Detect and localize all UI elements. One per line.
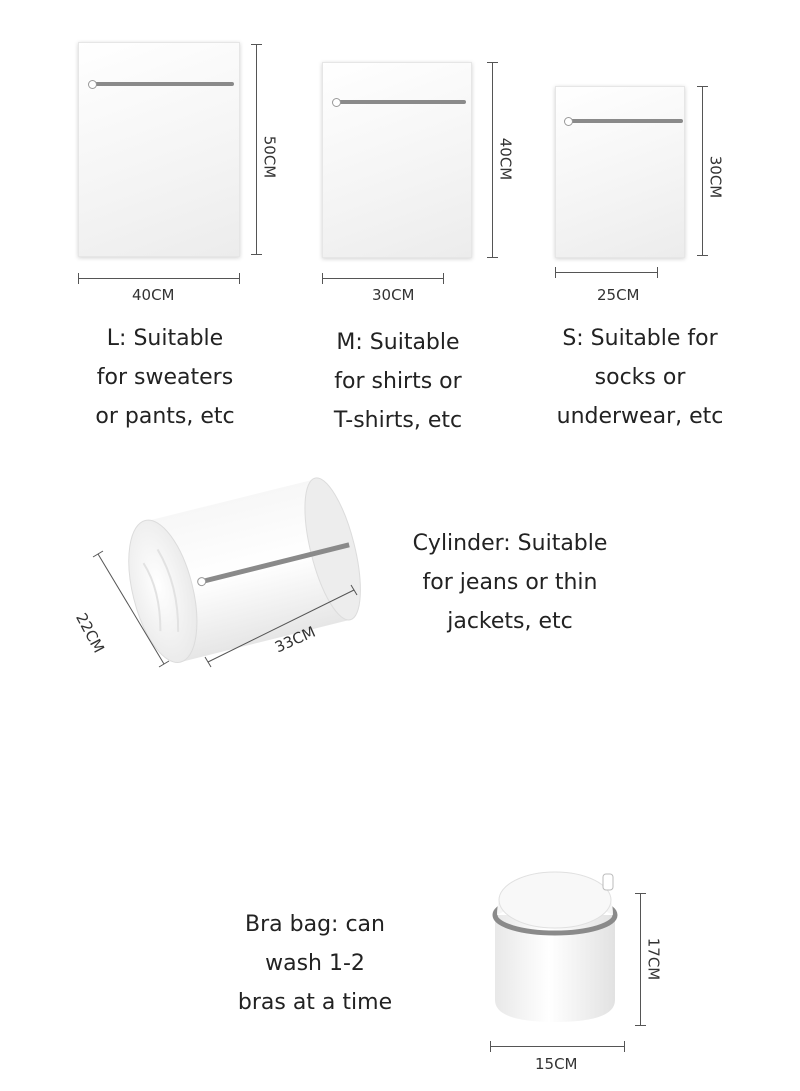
small-bag-image xyxy=(555,86,685,258)
small-width-label: 25CM xyxy=(597,286,640,304)
caption-line: or pants, etc xyxy=(95,404,235,429)
small-caption xyxy=(530,319,750,436)
bra-height-label: 17CM xyxy=(644,937,663,981)
large-width-label: 40CM xyxy=(132,286,175,304)
medium-height-label: 40CM xyxy=(496,137,515,181)
medium-width-label: 30CM xyxy=(372,286,415,304)
bra-caption xyxy=(220,905,410,1022)
caption-line: for jeans or thin xyxy=(422,570,598,595)
small-height-label: 30CM xyxy=(706,155,725,199)
large-bag-image xyxy=(78,42,240,257)
caption-line: S: Suitable for xyxy=(562,326,718,351)
large-caption xyxy=(60,319,270,436)
cylinder-caption xyxy=(385,524,635,641)
caption-line: for sweaters xyxy=(96,365,234,390)
medium-caption xyxy=(298,323,498,440)
medium-width-line xyxy=(322,278,444,279)
caption-line: underwear, etc xyxy=(556,404,724,429)
cylinder-dimension-lines xyxy=(90,550,370,680)
large-width-line xyxy=(78,278,240,279)
small-width-line xyxy=(555,272,658,273)
medium-height-line xyxy=(492,62,493,258)
caption-line: jackets, etc xyxy=(447,609,573,634)
caption-line: M: Suitable xyxy=(336,330,460,355)
zipper xyxy=(336,100,466,104)
caption-line: T-shirts, etc xyxy=(333,408,463,433)
caption-line: for shirts or xyxy=(334,369,462,394)
bra-bag-image xyxy=(485,860,625,1030)
caption-line: wash 1-2 xyxy=(265,951,365,976)
bra-height-line xyxy=(640,893,641,1026)
small-height-line xyxy=(702,86,703,256)
bra-width-label: 15CM xyxy=(535,1055,578,1073)
large-height-label: 50CM xyxy=(260,135,279,179)
bra-width-line xyxy=(490,1046,625,1047)
zipper xyxy=(567,119,683,123)
medium-bag-image xyxy=(322,62,472,258)
zipper-pull xyxy=(332,98,341,107)
caption-line: bras at a time xyxy=(237,990,393,1015)
large-height-line xyxy=(256,44,257,255)
caption-line: Bra bag: can xyxy=(245,912,385,937)
cylinder-diameter-label: 22CM xyxy=(72,610,108,656)
zipper-pull xyxy=(88,80,97,89)
zipper-pull xyxy=(564,117,573,126)
caption-line: L: Suitable xyxy=(106,326,224,351)
caption-line: socks or xyxy=(594,365,686,390)
cylinder-length-label: 33CM xyxy=(272,622,319,657)
caption-line: Cylinder: Suitable xyxy=(412,531,608,556)
zipper xyxy=(92,82,234,86)
